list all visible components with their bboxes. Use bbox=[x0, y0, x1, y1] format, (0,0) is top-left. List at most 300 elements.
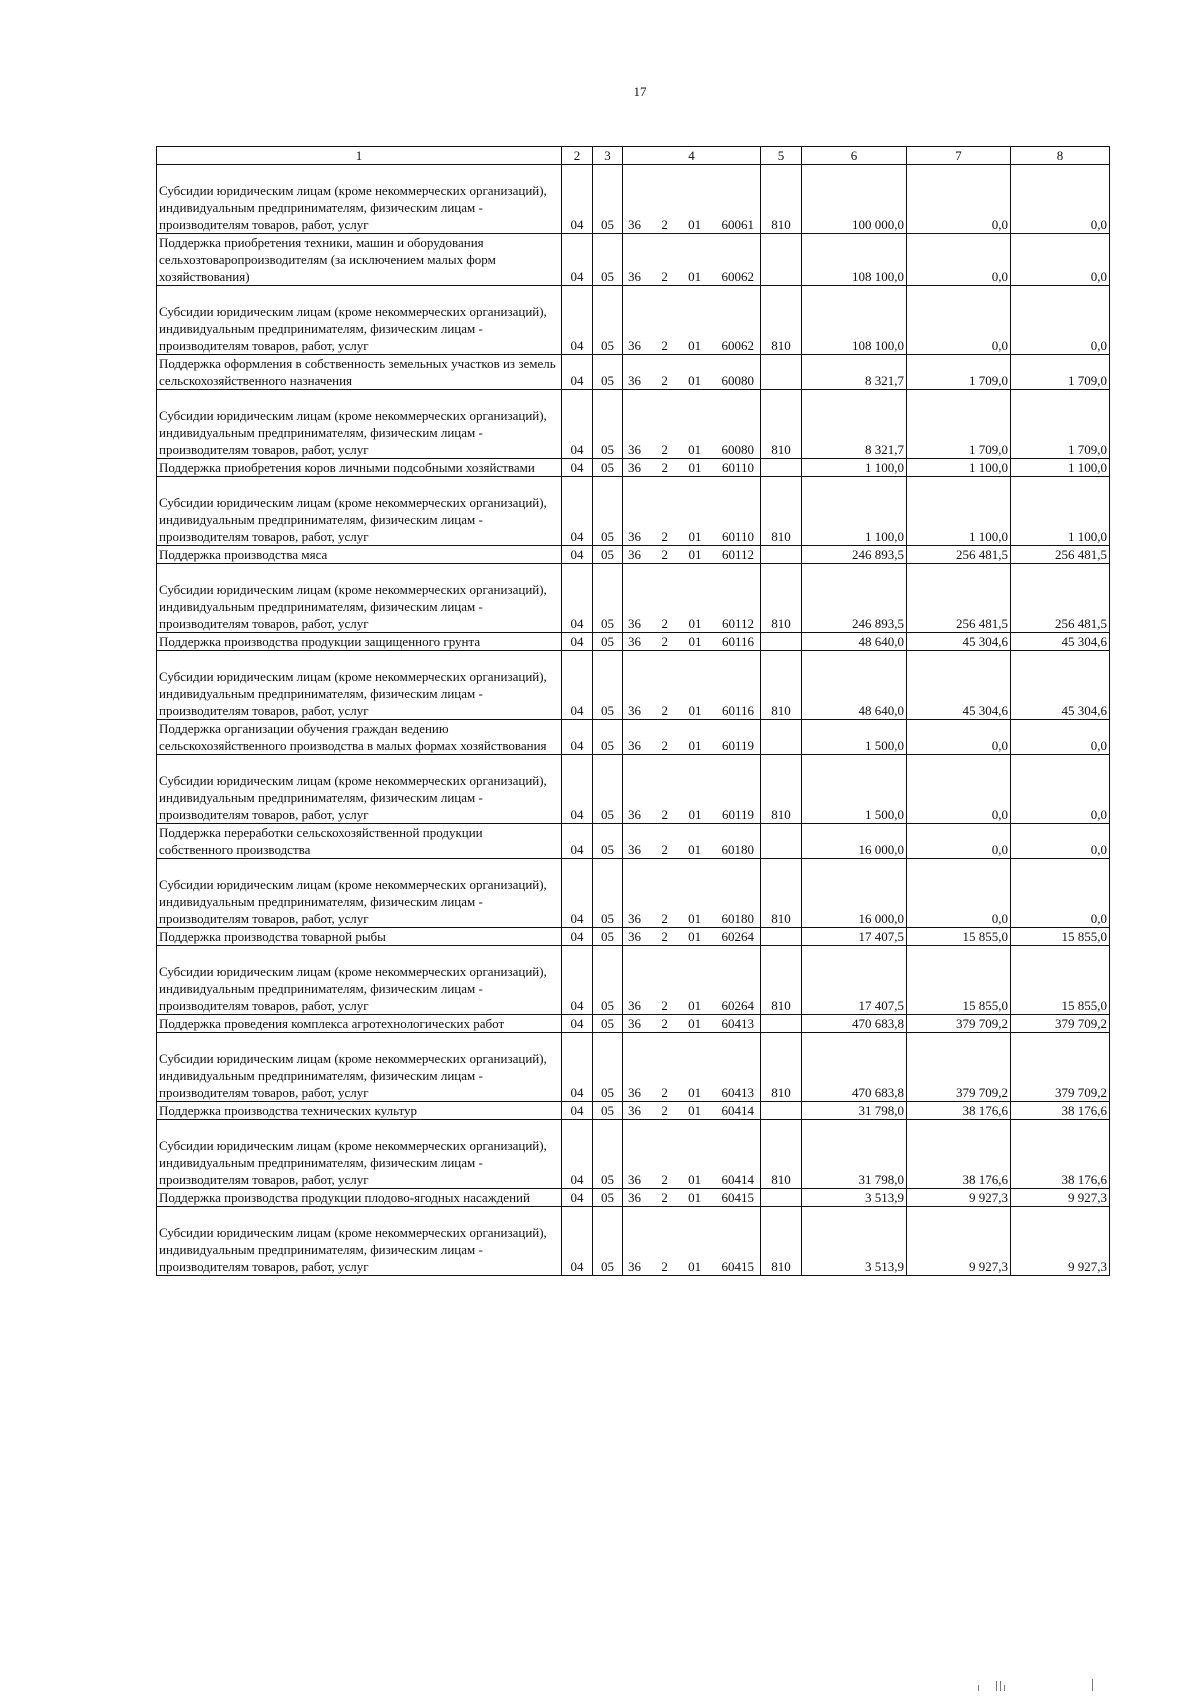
amount-col-7: 9 927,3 bbox=[907, 1189, 1011, 1207]
amount-col-6: 48 640,0 bbox=[802, 651, 907, 720]
code-part-c4b: 2 bbox=[661, 911, 668, 926]
target-article-code-parts bbox=[625, 1258, 758, 1275]
code-part-c4c: 01 bbox=[688, 634, 702, 649]
section-code: 04 bbox=[562, 286, 593, 355]
code-part-c4d: 60415 bbox=[721, 1259, 754, 1274]
target-article-code-parts bbox=[625, 528, 758, 545]
header-col-1: 1 bbox=[157, 147, 562, 165]
amount-col-7: 38 176,6 bbox=[907, 1102, 1011, 1120]
code-part-c4c: 01 bbox=[688, 1190, 702, 1205]
code-part-c4d: 60112 bbox=[721, 547, 754, 562]
code-part-c4a: 36 bbox=[628, 373, 641, 388]
code-part-c4d: 60413 bbox=[721, 1085, 754, 1100]
amount-col-7: 1 100,0 bbox=[907, 477, 1011, 546]
expense-type-code bbox=[761, 1189, 802, 1207]
amount-col-6: 1 500,0 bbox=[802, 755, 907, 824]
target-article-code-parts bbox=[625, 633, 758, 650]
section-code: 04 bbox=[562, 234, 593, 286]
header-col-7: 7 bbox=[907, 147, 1011, 165]
row-name: Поддержка производства продукции защищенного грунта bbox=[157, 633, 562, 651]
code-part-c4d: 60264 bbox=[721, 929, 754, 944]
amount-col-6: 1 100,0 bbox=[802, 477, 907, 546]
amount-col-7: 45 304,6 bbox=[907, 633, 1011, 651]
amount-col-6: 48 640,0 bbox=[802, 633, 907, 651]
amount-col-7: 379 709,2 bbox=[907, 1015, 1011, 1033]
amount-col-7: 0,0 bbox=[907, 824, 1011, 859]
code-part-c4c: 01 bbox=[688, 703, 702, 718]
target-article-code bbox=[623, 928, 761, 946]
budget-table bbox=[156, 146, 1110, 1276]
target-article-code-parts bbox=[625, 615, 758, 632]
row-name: Поддержка проведения комплекса агротехнологических работ bbox=[157, 1015, 562, 1033]
amount-col-8: 0,0 bbox=[1011, 720, 1110, 755]
target-article-code-parts bbox=[625, 997, 758, 1014]
target-article-code bbox=[623, 1189, 761, 1207]
table-row bbox=[157, 234, 1110, 286]
section-code: 04 bbox=[562, 459, 593, 477]
amount-col-7: 0,0 bbox=[907, 165, 1011, 234]
code-part-c4a: 36 bbox=[628, 1172, 641, 1187]
subsection-code: 05 bbox=[593, 651, 623, 720]
amount-col-8: 15 855,0 bbox=[1011, 946, 1110, 1015]
amount-col-6: 470 683,8 bbox=[802, 1033, 907, 1102]
amount-col-6: 108 100,0 bbox=[802, 286, 907, 355]
subsection-code: 05 bbox=[593, 1120, 623, 1189]
header-col-8: 8 bbox=[1011, 147, 1110, 165]
row-name: Субсидии юридическим лицам (кроме некоммерческих организаций), индивидуальным предпринимателям, физическим лицам - производителям товаров, работ, услуг bbox=[157, 1207, 562, 1276]
table-row bbox=[157, 1120, 1110, 1189]
code-part-c4c: 01 bbox=[688, 442, 702, 457]
amount-col-7: 45 304,6 bbox=[907, 651, 1011, 720]
table-row bbox=[157, 546, 1110, 564]
row-name: Субсидии юридическим лицам (кроме некоммерческих организаций), индивидуальным предпринимателям, физическим лицам - производителям товаров, работ, услуг bbox=[157, 1120, 562, 1189]
code-part-c4b: 2 bbox=[661, 807, 668, 822]
section-code: 04 bbox=[562, 1189, 593, 1207]
amount-col-8: 379 709,2 bbox=[1011, 1033, 1110, 1102]
table-row bbox=[157, 477, 1110, 546]
code-part-c4c: 01 bbox=[688, 1085, 702, 1100]
amount-col-8: 38 176,6 bbox=[1011, 1102, 1110, 1120]
row-name: Субсидии юридическим лицам (кроме некоммерческих организаций), индивидуальным предпринимателям, физическим лицам - производителям товаров, работ, услуг bbox=[157, 651, 562, 720]
amount-col-6: 100 000,0 bbox=[802, 165, 907, 234]
expense-type-code: 810 bbox=[761, 1207, 802, 1276]
code-part-c4b: 2 bbox=[661, 929, 668, 944]
code-part-c4d: 60180 bbox=[721, 842, 754, 857]
subsection-code: 05 bbox=[593, 355, 623, 390]
code-part-c4c: 01 bbox=[688, 529, 702, 544]
section-code: 04 bbox=[562, 651, 593, 720]
table-row bbox=[157, 286, 1110, 355]
table-row bbox=[157, 165, 1110, 234]
expense-type-code: 810 bbox=[761, 1033, 802, 1102]
row-name: Субсидии юридическим лицам (кроме некоммерческих организаций), индивидуальным предпринимателям, физическим лицам - производителям товаров, работ, услуг bbox=[157, 1033, 562, 1102]
header-col-6: 6 bbox=[802, 147, 907, 165]
subsection-code: 05 bbox=[593, 165, 623, 234]
target-article-code bbox=[623, 1120, 761, 1189]
amount-col-6: 246 893,5 bbox=[802, 564, 907, 633]
amount-col-6: 17 407,5 bbox=[802, 928, 907, 946]
page-number: 17 bbox=[633, 84, 647, 99]
code-part-c4d: 60110 bbox=[721, 529, 754, 544]
row-name: Субсидии юридическим лицам (кроме некоммерческих организаций), индивидуальным предпринимателям, физическим лицам - производителям товаров, работ, услуг bbox=[157, 564, 562, 633]
subsection-code: 05 bbox=[593, 1033, 623, 1102]
code-part-c4c: 01 bbox=[688, 269, 702, 284]
code-part-c4d: 60414 bbox=[721, 1103, 754, 1118]
code-part-c4c: 01 bbox=[688, 1259, 702, 1274]
target-article-code-parts bbox=[625, 372, 758, 389]
target-article-code bbox=[623, 546, 761, 564]
target-article-code bbox=[623, 1102, 761, 1120]
row-name: Субсидии юридическим лицам (кроме некоммерческих организаций), индивидуальным предпринимателям, физическим лицам - производителям товаров, работ, услуг bbox=[157, 859, 562, 928]
table-row bbox=[157, 1033, 1110, 1102]
code-part-c4a: 36 bbox=[628, 929, 641, 944]
code-part-c4b: 2 bbox=[661, 338, 668, 353]
code-part-c4c: 01 bbox=[688, 1172, 702, 1187]
subsection-code: 05 bbox=[593, 234, 623, 286]
code-part-c4a: 36 bbox=[628, 269, 641, 284]
target-article-code-parts bbox=[625, 1102, 758, 1119]
amount-col-8: 1 100,0 bbox=[1011, 477, 1110, 546]
code-part-c4a: 36 bbox=[628, 442, 641, 457]
code-part-c4a: 36 bbox=[628, 529, 641, 544]
code-part-c4c: 01 bbox=[688, 1103, 702, 1118]
code-part-c4d: 60180 bbox=[721, 911, 754, 926]
target-article-code-parts bbox=[625, 441, 758, 458]
row-name: Поддержка оформления в собственность земельных участков из земель сельскохозяйственного назначения bbox=[157, 355, 562, 390]
amount-col-7: 1 100,0 bbox=[907, 459, 1011, 477]
target-article-code bbox=[623, 824, 761, 859]
subsection-code: 05 bbox=[593, 477, 623, 546]
expense-type-code: 810 bbox=[761, 755, 802, 824]
amount-col-7: 379 709,2 bbox=[907, 1033, 1011, 1102]
code-part-c4a: 36 bbox=[628, 1016, 641, 1031]
target-article-code bbox=[623, 286, 761, 355]
expense-type-code bbox=[761, 928, 802, 946]
target-article-code bbox=[623, 477, 761, 546]
expense-type-code bbox=[761, 720, 802, 755]
target-article-code-parts bbox=[625, 216, 758, 233]
code-part-c4d: 60414 bbox=[721, 1172, 754, 1187]
table-row bbox=[157, 1015, 1110, 1033]
target-article-code-parts bbox=[625, 841, 758, 858]
amount-col-8: 0,0 bbox=[1011, 824, 1110, 859]
target-article-code-parts bbox=[625, 702, 758, 719]
amount-col-6: 108 100,0 bbox=[802, 234, 907, 286]
subsection-code: 05 bbox=[593, 946, 623, 1015]
expense-type-code: 810 bbox=[761, 859, 802, 928]
amount-col-8: 9 927,3 bbox=[1011, 1207, 1110, 1276]
expense-type-code: 810 bbox=[761, 946, 802, 1015]
code-part-c4c: 01 bbox=[688, 373, 702, 388]
subsection-code: 05 bbox=[593, 633, 623, 651]
target-article-code-parts bbox=[625, 1015, 758, 1032]
subsection-code: 05 bbox=[593, 390, 623, 459]
subsection-code: 05 bbox=[593, 1189, 623, 1207]
code-part-c4c: 01 bbox=[688, 1016, 702, 1031]
expense-type-code bbox=[761, 355, 802, 390]
code-part-c4b: 2 bbox=[661, 703, 668, 718]
target-article-code bbox=[623, 165, 761, 234]
code-part-c4b: 2 bbox=[661, 442, 668, 457]
row-name: Поддержка производства мяса bbox=[157, 546, 562, 564]
row-name: Поддержка производства продукции плодово-ягодных насаждений bbox=[157, 1189, 562, 1207]
code-part-c4b: 2 bbox=[661, 1259, 668, 1274]
amount-col-6: 3 513,9 bbox=[802, 1189, 907, 1207]
expense-type-code: 810 bbox=[761, 286, 802, 355]
section-code: 04 bbox=[562, 720, 593, 755]
amount-col-8: 256 481,5 bbox=[1011, 546, 1110, 564]
row-name: Субсидии юридическим лицам (кроме некоммерческих организаций), индивидуальным предпринимателям, физическим лицам - производителям товаров, работ, услуг bbox=[157, 165, 562, 234]
table-row bbox=[157, 564, 1110, 633]
target-article-code bbox=[623, 1015, 761, 1033]
amount-col-7: 15 855,0 bbox=[907, 946, 1011, 1015]
amount-col-7: 0,0 bbox=[907, 755, 1011, 824]
code-part-c4b: 2 bbox=[661, 738, 668, 753]
code-part-c4b: 2 bbox=[661, 460, 668, 475]
target-article-code-parts bbox=[625, 1084, 758, 1101]
section-code: 04 bbox=[562, 355, 593, 390]
section-code: 04 bbox=[562, 1102, 593, 1120]
row-name: Субсидии юридическим лицам (кроме некоммерческих организаций), индивидуальным предпринимателям, физическим лицам - производителям товаров, работ, услуг bbox=[157, 755, 562, 824]
amount-col-8: 0,0 bbox=[1011, 859, 1110, 928]
code-part-c4d: 60061 bbox=[721, 217, 754, 232]
code-part-c4b: 2 bbox=[661, 1103, 668, 1118]
amount-col-7: 0,0 bbox=[907, 859, 1011, 928]
target-article-code bbox=[623, 651, 761, 720]
target-article-code-parts bbox=[625, 928, 758, 945]
section-code: 04 bbox=[562, 928, 593, 946]
target-article-code bbox=[623, 859, 761, 928]
section-code: 04 bbox=[562, 546, 593, 564]
section-code: 04 bbox=[562, 1015, 593, 1033]
code-part-c4d: 60119 bbox=[721, 738, 754, 753]
row-name: Поддержка приобретения коров личными подсобными хозяйствами bbox=[157, 459, 562, 477]
table-row bbox=[157, 928, 1110, 946]
target-article-code-parts bbox=[625, 806, 758, 823]
code-part-c4b: 2 bbox=[661, 1190, 668, 1205]
code-part-c4c: 01 bbox=[688, 911, 702, 926]
amount-col-8: 379 709,2 bbox=[1011, 1015, 1110, 1033]
expense-type-code bbox=[761, 633, 802, 651]
amount-col-6: 470 683,8 bbox=[802, 1015, 907, 1033]
amount-col-8: 1 100,0 bbox=[1011, 459, 1110, 477]
expense-type-code bbox=[761, 234, 802, 286]
expense-type-code bbox=[761, 1015, 802, 1033]
header-row bbox=[157, 147, 1110, 165]
expense-type-code: 810 bbox=[761, 651, 802, 720]
expense-type-code: 810 bbox=[761, 390, 802, 459]
code-part-c4a: 36 bbox=[628, 616, 641, 631]
code-part-c4b: 2 bbox=[661, 1085, 668, 1100]
section-code: 04 bbox=[562, 1033, 593, 1102]
section-code: 04 bbox=[562, 755, 593, 824]
subsection-code: 05 bbox=[593, 1207, 623, 1276]
section-code: 04 bbox=[562, 824, 593, 859]
expense-type-code bbox=[761, 546, 802, 564]
code-part-c4b: 2 bbox=[661, 217, 668, 232]
code-part-c4a: 36 bbox=[628, 911, 641, 926]
code-part-c4a: 36 bbox=[628, 842, 641, 857]
table-row bbox=[157, 1207, 1110, 1276]
table-row bbox=[157, 720, 1110, 755]
code-part-c4d: 60413 bbox=[721, 1016, 754, 1031]
target-article-code bbox=[623, 355, 761, 390]
code-part-c4a: 36 bbox=[628, 1190, 641, 1205]
row-name: Поддержка производства технических культур bbox=[157, 1102, 562, 1120]
amount-col-7: 0,0 bbox=[907, 720, 1011, 755]
code-part-c4c: 01 bbox=[688, 217, 702, 232]
code-part-c4c: 01 bbox=[688, 547, 702, 562]
subsection-code: 05 bbox=[593, 1102, 623, 1120]
section-code: 04 bbox=[562, 390, 593, 459]
code-part-c4c: 01 bbox=[688, 338, 702, 353]
target-article-code bbox=[623, 720, 761, 755]
code-part-c4b: 2 bbox=[661, 634, 668, 649]
amount-col-8: 1 709,0 bbox=[1011, 355, 1110, 390]
code-part-c4a: 36 bbox=[628, 1085, 641, 1100]
amount-col-6: 16 000,0 bbox=[802, 824, 907, 859]
expense-type-code bbox=[761, 1102, 802, 1120]
subsection-code: 05 bbox=[593, 546, 623, 564]
code-part-c4c: 01 bbox=[688, 842, 702, 857]
code-part-c4d: 60119 bbox=[721, 807, 754, 822]
section-code: 04 bbox=[562, 946, 593, 1015]
subsection-code: 05 bbox=[593, 859, 623, 928]
amount-col-7: 15 855,0 bbox=[907, 928, 1011, 946]
amount-col-7: 1 709,0 bbox=[907, 355, 1011, 390]
target-article-code bbox=[623, 946, 761, 1015]
target-article-code bbox=[623, 234, 761, 286]
amount-col-6: 246 893,5 bbox=[802, 546, 907, 564]
code-part-c4a: 36 bbox=[628, 338, 641, 353]
target-article-code-parts bbox=[625, 459, 758, 476]
code-part-c4d: 60116 bbox=[721, 703, 754, 718]
target-article-code bbox=[623, 564, 761, 633]
target-article-code bbox=[623, 633, 761, 651]
code-part-c4c: 01 bbox=[688, 738, 702, 753]
table-row bbox=[157, 390, 1110, 459]
section-code: 04 bbox=[562, 859, 593, 928]
subsection-code: 05 bbox=[593, 720, 623, 755]
code-part-c4b: 2 bbox=[661, 547, 668, 562]
code-part-c4a: 36 bbox=[628, 634, 641, 649]
amount-col-6: 31 798,0 bbox=[802, 1102, 907, 1120]
amount-col-8: 0,0 bbox=[1011, 286, 1110, 355]
amount-col-8: 15 855,0 bbox=[1011, 928, 1110, 946]
target-article-code-parts bbox=[625, 910, 758, 927]
target-article-code bbox=[623, 1033, 761, 1102]
code-part-c4d: 60080 bbox=[721, 442, 754, 457]
amount-col-6: 31 798,0 bbox=[802, 1120, 907, 1189]
amount-col-6: 3 513,9 bbox=[802, 1207, 907, 1276]
target-article-code bbox=[623, 1207, 761, 1276]
amount-col-7: 256 481,5 bbox=[907, 564, 1011, 633]
table-body bbox=[157, 165, 1110, 1276]
amount-col-8: 256 481,5 bbox=[1011, 564, 1110, 633]
row-name: Субсидии юридическим лицам (кроме некоммерческих организаций), индивидуальным предпринимателям, физическим лицам - производителям товаров, работ, услуг bbox=[157, 286, 562, 355]
row-name: Субсидии юридическим лицам (кроме некоммерческих организаций), индивидуальным предпринимателям, физическим лицам - производителям товаров, работ, услуг bbox=[157, 390, 562, 459]
code-part-c4a: 36 bbox=[628, 738, 641, 753]
subsection-code: 05 bbox=[593, 824, 623, 859]
amount-col-8: 0,0 bbox=[1011, 755, 1110, 824]
code-part-c4b: 2 bbox=[661, 529, 668, 544]
code-part-c4a: 36 bbox=[628, 547, 641, 562]
code-part-c4b: 2 bbox=[661, 1016, 668, 1031]
code-part-c4a: 36 bbox=[628, 703, 641, 718]
amount-col-8: 45 304,6 bbox=[1011, 633, 1110, 651]
expense-type-code: 810 bbox=[761, 564, 802, 633]
target-article-code bbox=[623, 755, 761, 824]
amount-col-8: 1 709,0 bbox=[1011, 390, 1110, 459]
code-part-c4d: 60264 bbox=[721, 998, 754, 1013]
code-part-c4d: 60062 bbox=[721, 338, 754, 353]
header-col-4: 4 bbox=[623, 147, 761, 165]
table-row bbox=[157, 355, 1110, 390]
amount-col-6: 16 000,0 bbox=[802, 859, 907, 928]
subsection-code: 05 bbox=[593, 755, 623, 824]
table-row bbox=[157, 946, 1110, 1015]
amount-col-7: 0,0 bbox=[907, 286, 1011, 355]
amount-col-7: 1 709,0 bbox=[907, 390, 1011, 459]
code-part-c4b: 2 bbox=[661, 1172, 668, 1187]
table-row bbox=[157, 859, 1110, 928]
amount-col-8: 0,0 bbox=[1011, 165, 1110, 234]
target-article-code-parts bbox=[625, 546, 758, 563]
section-code: 04 bbox=[562, 564, 593, 633]
amount-col-7: 9 927,3 bbox=[907, 1207, 1011, 1276]
code-part-c4a: 36 bbox=[628, 1259, 641, 1274]
subsection-code: 05 bbox=[593, 1015, 623, 1033]
code-part-c4a: 36 bbox=[628, 807, 641, 822]
header-col-3: 3 bbox=[593, 147, 623, 165]
code-part-c4b: 2 bbox=[661, 998, 668, 1013]
section-code: 04 bbox=[562, 1207, 593, 1276]
code-part-c4b: 2 bbox=[661, 842, 668, 857]
amount-col-7: 38 176,6 bbox=[907, 1120, 1011, 1189]
table-row bbox=[157, 459, 1110, 477]
amount-col-8: 45 304,6 bbox=[1011, 651, 1110, 720]
target-article-code-parts bbox=[625, 1189, 758, 1206]
table-row bbox=[157, 633, 1110, 651]
amount-col-6: 1 100,0 bbox=[802, 459, 907, 477]
subsection-code: 05 bbox=[593, 286, 623, 355]
expense-type-code: 810 bbox=[761, 1120, 802, 1189]
code-part-c4c: 01 bbox=[688, 807, 702, 822]
code-part-c4b: 2 bbox=[661, 269, 668, 284]
code-part-c4d: 60110 bbox=[721, 460, 754, 475]
code-part-c4a: 36 bbox=[628, 217, 641, 232]
code-part-c4b: 2 bbox=[661, 616, 668, 631]
header-col-5: 5 bbox=[761, 147, 802, 165]
row-name: Субсидии юридическим лицам (кроме некоммерческих организаций), индивидуальным предпринимателям, физическим лицам - производителям товаров, работ, услуг bbox=[157, 946, 562, 1015]
amount-col-7: 256 481,5 bbox=[907, 546, 1011, 564]
row-name: Поддержка производства товарной рыбы bbox=[157, 928, 562, 946]
code-part-c4c: 01 bbox=[688, 616, 702, 631]
amount-col-6: 17 407,5 bbox=[802, 946, 907, 1015]
expense-type-code: 810 bbox=[761, 477, 802, 546]
row-name: Поддержка организации обучения граждан ведению сельскохозяйственного производства в малых формах хозяйствования bbox=[157, 720, 562, 755]
target-article-code-parts bbox=[625, 268, 758, 285]
expense-type-code bbox=[761, 459, 802, 477]
target-article-code bbox=[623, 459, 761, 477]
expense-type-code: 810 bbox=[761, 165, 802, 234]
section-code: 04 bbox=[562, 1120, 593, 1189]
amount-col-8: 0,0 bbox=[1011, 234, 1110, 286]
amount-col-6: 1 500,0 bbox=[802, 720, 907, 755]
code-part-c4d: 60116 bbox=[721, 634, 754, 649]
amount-col-6: 8 321,7 bbox=[802, 390, 907, 459]
table-row bbox=[157, 824, 1110, 859]
